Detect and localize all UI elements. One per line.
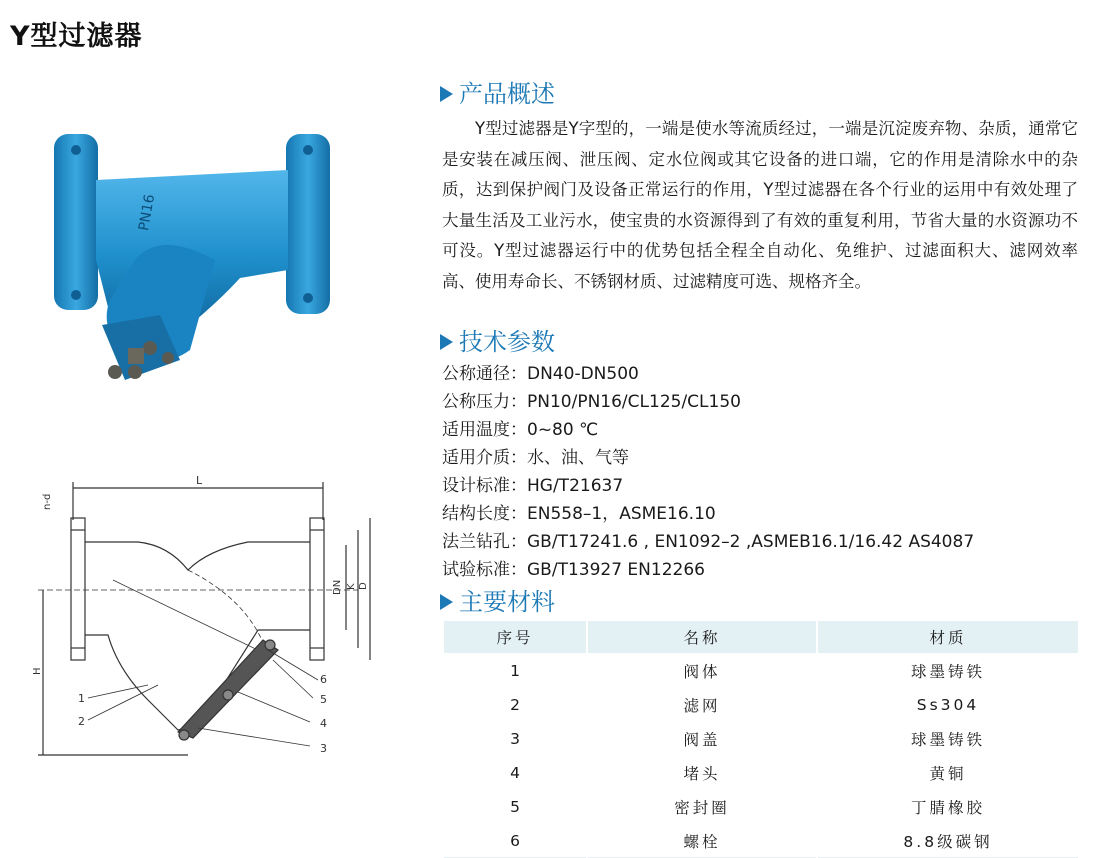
part-3: 3	[320, 742, 327, 755]
table-header-row	[443, 621, 1078, 654]
table-row: 1 阀体 球墨铸铁	[443, 654, 1078, 688]
col-header: 材质	[817, 621, 1078, 654]
triangle-bullet-icon	[440, 86, 453, 102]
section-params-heading: 技术参数	[440, 330, 555, 354]
section-materials-heading: 主要材料	[440, 590, 555, 614]
triangle-bullet-icon	[440, 594, 453, 610]
section-overview-heading: 产品概述	[440, 82, 555, 106]
table-row: 4 堵头 黄铜	[443, 756, 1078, 790]
part-6: 6	[320, 673, 327, 686]
dim-nd: n-d	[42, 493, 53, 510]
param-row: 公称通径：DN40-DN500	[442, 364, 639, 384]
col-header: 序号	[443, 621, 587, 654]
param-row: 法兰钻孔：GB/T17241.6 , EN1092–2 ,ASMEB16.1/16.42 AS4087	[442, 532, 975, 552]
materials-table	[442, 621, 1078, 858]
param-row: 设计标准：HG/T21637	[442, 476, 624, 496]
param-row: 适用温度：0~80 ℃	[442, 420, 599, 440]
col-header: 名称	[587, 621, 817, 654]
table-row: 5 密封圈 丁腈橡胶	[443, 790, 1078, 824]
param-row: 结构长度：EN558–1，ASME16.10	[442, 504, 716, 524]
page-title: Y型过滤器	[10, 21, 143, 52]
dim-H: H	[32, 667, 43, 675]
param-row: 公称压力：PN10/PN16/CL125/CL150	[442, 392, 741, 412]
technical-drawing	[28, 470, 388, 760]
table-row: 6 螺栓 8.8级碳钢	[443, 824, 1078, 858]
part-4: 4	[320, 717, 327, 730]
part-1: 1	[78, 692, 85, 705]
casting-text: PN16	[136, 193, 159, 233]
overview-text: Y型过滤器是Y字型的，一端是使水等流质经过，一端是沉淀废弃物、杂质，通常它是安装在减压阀、泄压阀、定水位阀或其它设备的进口端，它的作用是清除水中的杂质，达到保护阀门及设备正常运行的作用，Y型过滤器在各个行业的运用中有效处理了大量生活及工业污水，使宝贵的水资源得到了有效的重复利用，节省大量的水资源功不可没。Y型过滤器运行中的优势包括全程全自动化、免维护、过滤面积大、滤网效率高、使用寿命长、不锈钢材质、过滤精度可选、规格齐全。	[442, 119, 1078, 291]
dim-K: K	[346, 583, 357, 590]
part-5: 5	[320, 693, 327, 706]
table-row: 3 阀盖 球墨铸铁	[443, 722, 1078, 756]
dim-D: D	[358, 582, 369, 590]
params-list	[442, 360, 974, 584]
part-2: 2	[78, 715, 85, 728]
product-photo	[40, 110, 380, 410]
dim-L: L	[196, 474, 203, 487]
table-row: 2 滤网 Ss304	[443, 688, 1078, 722]
dim-DN: DN	[332, 579, 343, 595]
param-row: 适用介质：水、油、气等	[442, 448, 629, 468]
triangle-bullet-icon	[440, 334, 453, 350]
param-row: 试验标准：GB/T13927 EN12266	[442, 560, 705, 580]
